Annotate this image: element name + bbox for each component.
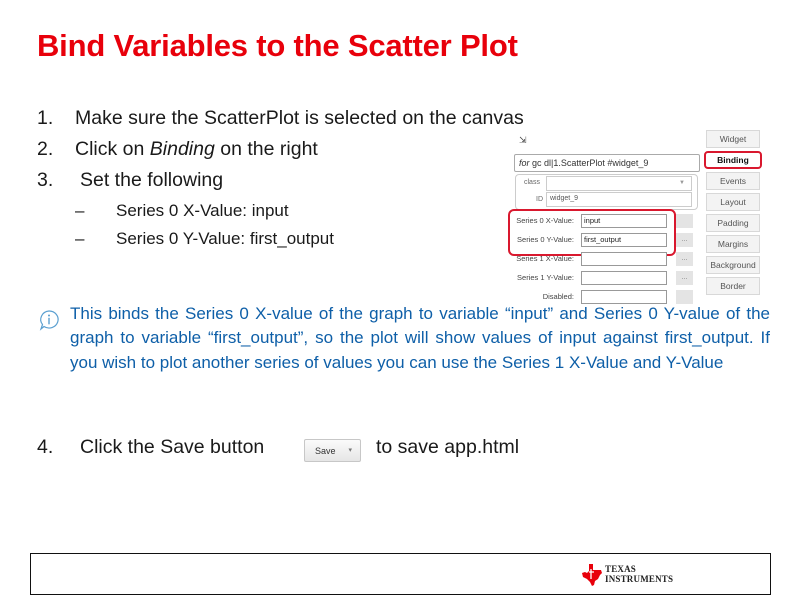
property-tabs bbox=[706, 130, 760, 298]
series0-y-more-button[interactable]: ... bbox=[676, 233, 693, 247]
step-text-prefix: Click on bbox=[75, 138, 150, 160]
resize-icon[interactable]: ⇲ bbox=[519, 135, 527, 145]
dash-bullet: – bbox=[75, 201, 85, 220]
series1-y-more-button[interactable]: ... bbox=[676, 271, 693, 285]
series0-y-input[interactable]: first_output bbox=[581, 233, 667, 247]
ti-wordmark-line2: INSTRUMENTS bbox=[605, 574, 674, 584]
slide-footer bbox=[30, 553, 771, 595]
step-number: 4. bbox=[37, 436, 54, 458]
id-label: ID bbox=[536, 196, 543, 203]
step-number: 3. bbox=[37, 169, 54, 191]
row-label: Series 0 Y-Value: bbox=[517, 235, 574, 244]
type-prefix: for bbox=[519, 158, 530, 168]
save-button[interactable] bbox=[304, 439, 361, 462]
ti-wordmark-line1: TEXAS bbox=[605, 564, 637, 574]
step-text-prefix: Click the Save button bbox=[80, 436, 265, 458]
step-text bbox=[75, 138, 318, 161]
tab-border[interactable]: Border bbox=[706, 277, 760, 295]
tab-background[interactable]: Background bbox=[706, 256, 760, 274]
row-label: Disabled: bbox=[542, 292, 574, 301]
row-label: Series 1 Y-Value: bbox=[517, 273, 574, 282]
texas-state-logo-icon bbox=[581, 563, 603, 587]
tab-layout[interactable]: Layout bbox=[706, 193, 760, 211]
series1-x-input[interactable] bbox=[581, 252, 667, 266]
class-id-group bbox=[515, 174, 698, 210]
tab-events[interactable]: Events bbox=[706, 172, 760, 190]
type-value: gc dl|1.ScatterPlot #widget_9 bbox=[532, 158, 649, 168]
step-number: 1. bbox=[37, 107, 54, 129]
chevron-down-icon: ▼ bbox=[679, 180, 685, 186]
ti-logo bbox=[581, 561, 691, 589]
properties-panel bbox=[508, 130, 764, 302]
slide-title: Bind Variables to the Scatter Plot bbox=[37, 28, 518, 63]
series0-x-input[interactable]: input bbox=[581, 214, 667, 228]
save-button-label: Save bbox=[315, 446, 336, 456]
widget-type-field bbox=[514, 154, 700, 172]
tab-padding[interactable]: Padding bbox=[706, 214, 760, 232]
step-text-suffix: on the right bbox=[214, 138, 318, 160]
chevron-down-icon: ▾ bbox=[348, 447, 352, 454]
dash-bullet: – bbox=[75, 229, 85, 248]
series1-y-input[interactable] bbox=[581, 271, 667, 285]
series0-x-more-button[interactable] bbox=[676, 214, 693, 228]
step-text-emphasis: Binding bbox=[149, 138, 215, 160]
step-text: Set the following bbox=[80, 169, 224, 191]
class-select[interactable] bbox=[546, 176, 692, 191]
info-speech-icon bbox=[38, 309, 60, 331]
row-label: Series 0 X-Value: bbox=[516, 216, 574, 225]
series1-x-more-button[interactable]: ... bbox=[676, 252, 693, 266]
ti-wordmark bbox=[605, 564, 673, 584]
step-text-suffix: to save app.html bbox=[376, 436, 520, 458]
class-label: class bbox=[524, 179, 540, 186]
tab-widget[interactable]: Widget bbox=[706, 130, 760, 148]
step-number: 2. bbox=[37, 138, 54, 160]
info-note: This binds the Series 0 X-value of the graph to variable “input” and Series 0 Y-value of the graph to variable “first_output”, so the plot will show values of input against first_output. If you wish to plot another series of values you can use the Series 1 X-Value and Y-Value bbox=[70, 304, 770, 372]
tab-margins[interactable]: Margins bbox=[706, 235, 760, 253]
sub-item-text: Series 0 X-Value: input bbox=[116, 201, 289, 220]
row-label: Series 1 X-Value: bbox=[516, 254, 574, 263]
sub-item-text: Series 0 Y-Value: first_output bbox=[116, 229, 334, 248]
step-text: Make sure the ScatterPlot is selected on the canvas bbox=[75, 107, 524, 129]
tab-binding[interactable]: Binding bbox=[704, 151, 762, 169]
id-input[interactable]: widget_9 bbox=[546, 192, 692, 207]
